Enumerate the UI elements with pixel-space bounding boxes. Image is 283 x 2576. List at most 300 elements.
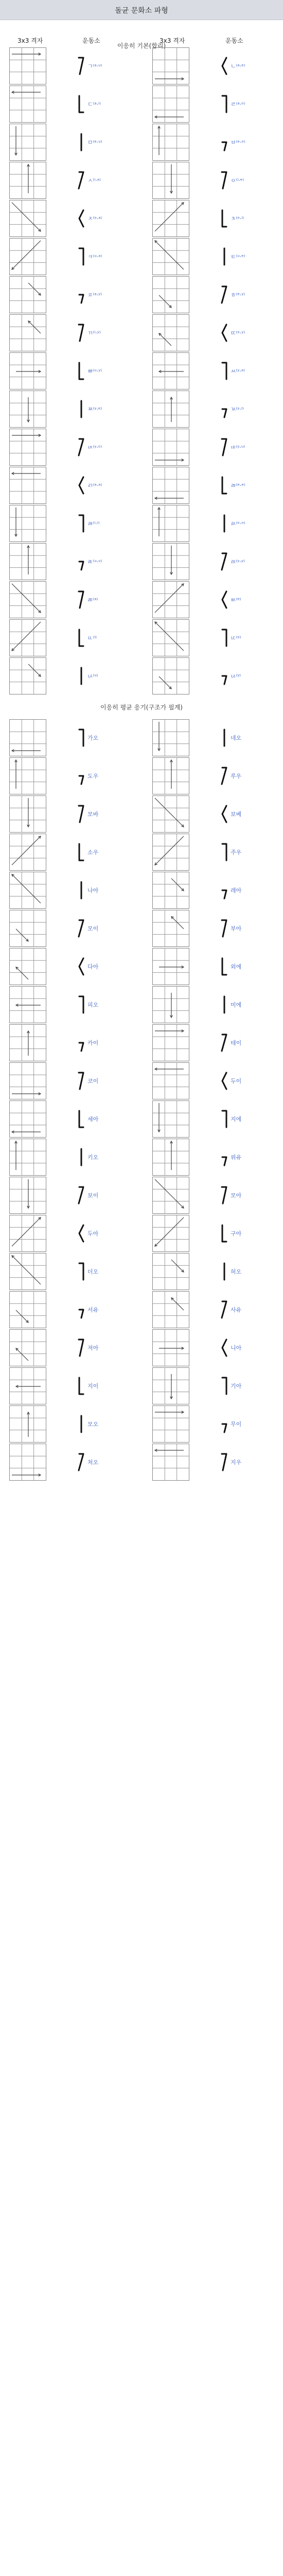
symbol-label: ㅦ⁽ᵒ⁾ <box>231 635 241 641</box>
stroke-grid-right <box>152 314 189 351</box>
glyph-stroke <box>222 806 226 822</box>
symbol-label: 레아 <box>231 887 242 894</box>
glyph-stroke <box>79 58 83 74</box>
column-header-grid-left: 3x3 격자 <box>17 37 43 44</box>
symbol-label: 주우 <box>231 849 242 856</box>
stroke-grid-left-drawing <box>10 124 46 160</box>
symbol-left-glyph-icon <box>77 1452 85 1472</box>
stroke-grid-left <box>9 1062 46 1099</box>
stroke-grid-left-drawing <box>10 1406 46 1442</box>
stroke-grid-left <box>9 1405 46 1443</box>
symbol-label: 지이 <box>87 1383 99 1389</box>
symbol-left-glyph-icon <box>77 994 85 1015</box>
glyph-stroke <box>79 325 83 341</box>
symbol-right <box>220 662 249 690</box>
symbol-left-glyph-icon <box>77 1109 85 1129</box>
glyph-stroke <box>222 96 226 112</box>
symbol-left-glyph-icon <box>77 842 85 862</box>
stroke-grid-right <box>152 1253 189 1290</box>
stroke-grid-right-drawing <box>153 48 189 84</box>
stroke-grid-right <box>152 467 189 504</box>
stroke-grid-right-drawing <box>153 987 189 1023</box>
symbol-label: 두아 <box>87 1230 99 1237</box>
symbol-right-glyph-icon <box>220 994 228 1015</box>
symbol-label: 지우 <box>231 1459 242 1466</box>
stroke-grid-right <box>152 657 189 694</box>
glyph-stroke <box>79 630 83 646</box>
symbol-right <box>220 318 249 347</box>
stroke-grid-left-drawing <box>10 1330 46 1366</box>
stroke-arrow-line <box>12 836 41 865</box>
stroke-grid-left <box>9 238 46 275</box>
stroke-grid-right-drawing <box>153 467 189 503</box>
symbol-left-glyph-icon <box>77 804 85 824</box>
symbol-right-glyph-icon <box>220 1299 228 1320</box>
stroke-grid-left <box>9 1291 46 1328</box>
stroke-grid-right <box>152 47 189 84</box>
symbol-right-glyph-icon <box>220 132 228 152</box>
stroke-arrow-line <box>171 917 184 929</box>
symbol-right <box>220 395 249 423</box>
symbol-left-glyph-icon <box>77 475 85 496</box>
glyph-stroke <box>222 1424 226 1432</box>
glyph-stroke <box>79 477 83 494</box>
stroke-arrow-line <box>155 1179 184 1208</box>
glyph-stroke <box>222 890 226 899</box>
stroke-grid-right-drawing <box>153 544 189 580</box>
symbol-right <box>220 242 249 271</box>
glyph-stroke <box>79 1378 83 1394</box>
stroke-grid-right <box>152 619 189 656</box>
symbol-label: 사유 <box>231 1307 242 1313</box>
stroke-grid-right-drawing <box>153 1292 189 1328</box>
stroke-grid-left-drawing <box>10 658 46 694</box>
glyph-stroke <box>79 1263 83 1280</box>
symbol-label: 두이 <box>231 1078 242 1084</box>
glyph-stroke <box>222 630 226 646</box>
symbol-right-glyph-icon <box>220 323 228 343</box>
stroke-grid-right-drawing <box>153 277 189 313</box>
stroke-grid-left <box>9 910 46 947</box>
stroke-grid-right-drawing <box>153 1177 189 1213</box>
symbol-left-glyph-icon <box>77 766 85 786</box>
symbol-left-glyph-icon <box>77 361 85 381</box>
symbol-left-glyph-icon <box>77 1032 85 1053</box>
symbol-label: ㄻ⁽ᵉ·ᵉ⁾ <box>231 482 245 489</box>
stroke-grid-right-drawing <box>153 1253 189 1290</box>
stroke-arrow-line <box>28 664 41 676</box>
stroke-grid-right <box>152 1139 189 1176</box>
symbol-label: 지에 <box>231 1116 242 1123</box>
stroke-arrow-line <box>155 584 184 613</box>
stroke-grid-right <box>152 581 189 618</box>
symbol-left-glyph-icon <box>77 284 85 305</box>
stroke-grid-right <box>152 238 189 275</box>
glyph-stroke <box>222 1340 226 1356</box>
glyph-stroke <box>79 439 83 455</box>
stroke-grid-left <box>9 505 46 542</box>
symbol-label: 허오 <box>231 1268 242 1275</box>
stroke-grid-left <box>9 1139 46 1176</box>
symbol-left <box>77 242 106 271</box>
symbol-label: 서유 <box>87 1307 99 1313</box>
symbol-right-glyph-icon <box>220 1185 228 1206</box>
symbol-left <box>77 761 106 790</box>
glyph-stroke <box>222 210 226 227</box>
symbol-label: 코이 <box>87 1078 99 1084</box>
symbol-left-glyph-icon <box>77 1414 85 1434</box>
symbol-label: ㄼ⁽ⁱ·ⁱ⁾ <box>87 520 100 527</box>
symbol-right <box>220 280 249 309</box>
stroke-grid-right-drawing <box>153 239 189 275</box>
glyph-stroke <box>79 1043 83 1051</box>
symbol-left-glyph-icon <box>77 1299 85 1320</box>
symbol-left-glyph-icon <box>77 132 85 152</box>
stroke-arrow-line <box>16 967 28 979</box>
glyph-stroke <box>79 562 83 570</box>
symbol-right <box>220 166 249 195</box>
symbol-label: 부아 <box>231 925 242 932</box>
symbol-left <box>77 1333 106 1362</box>
symbol-label: 보베 <box>231 811 242 818</box>
symbol-label: ㄸ⁽ᵒ·ʸ⁾ <box>231 330 245 336</box>
symbol-right <box>220 1105 249 1133</box>
stroke-grid-right-drawing <box>153 1368 189 1404</box>
symbol-left <box>77 52 106 80</box>
symbol-left <box>77 952 106 981</box>
symbol-right <box>220 1066 249 1095</box>
symbol-left-glyph-icon <box>77 56 85 76</box>
stroke-grid-left-drawing <box>10 315 46 351</box>
symbol-label: ㄹ⁽ᵃ·ᵒ⁾ <box>231 101 245 108</box>
symbol-left <box>77 128 106 157</box>
stroke-grid-right-drawing <box>153 796 189 832</box>
stroke-grid-right-drawing <box>153 720 189 756</box>
symbol-left-glyph-icon <box>77 1223 85 1244</box>
symbol-label: 네오 <box>231 735 242 741</box>
symbol-right-glyph-icon <box>220 918 228 939</box>
stroke-grid-left-drawing <box>10 162 46 198</box>
stroke-grid-right-drawing <box>153 391 189 427</box>
glyph-stroke <box>79 1454 83 1470</box>
glyph-stroke <box>222 477 226 494</box>
stroke-grid-left-drawing <box>10 910 46 946</box>
stroke-grid-right-drawing <box>153 1330 189 1366</box>
glyph-stroke <box>222 409 226 417</box>
stroke-grid-right <box>152 795 189 833</box>
symbol-left <box>77 357 106 385</box>
stroke-grid-left-drawing <box>10 429 46 465</box>
symbol-label: ㅁ⁽ᵉ·ᵘ⁾ <box>87 139 102 146</box>
symbol-label: ㅇ⁽ⁱ·ᵉ⁾ <box>231 177 244 184</box>
symbol-right-glyph-icon <box>220 513 228 534</box>
symbol-label: ㄳ⁽ʸ·ⁱ⁾ <box>231 406 244 413</box>
glyph-stroke <box>222 1454 226 1470</box>
symbol-right <box>220 1028 249 1057</box>
symbol-label: ㅍ⁽ᵃ·ʸ⁾ <box>87 292 102 298</box>
symbol-label: ㄱ⁽ᵃ·ᵘ⁾ <box>87 63 102 70</box>
symbol-left <box>77 166 106 195</box>
glyph-stroke <box>79 1225 83 1242</box>
symbol-label: ㅎ⁽ᵉ·ʸ⁾ <box>231 292 245 298</box>
glyph-stroke <box>222 920 226 937</box>
stroke-grid-right <box>152 86 189 123</box>
symbol-right-glyph-icon <box>220 1261 228 1282</box>
stroke-grid-left <box>9 719 46 756</box>
stroke-grid-right-drawing <box>153 505 189 541</box>
stroke-grid-left <box>9 200 46 237</box>
stroke-grid-left-drawing <box>10 987 46 1023</box>
stroke-grid-left-drawing <box>10 505 46 541</box>
symbol-label: ㅨ⁽ʸ⁾ <box>231 673 241 680</box>
symbol-label: 나아 <box>87 887 99 894</box>
stroke-arrow-line <box>16 1310 28 1323</box>
glyph-stroke <box>79 96 83 112</box>
stroke-grid-right-drawing <box>153 758 189 794</box>
symbol-right-glyph-icon <box>220 170 228 191</box>
glyph-stroke <box>79 776 83 784</box>
symbol-left-glyph-icon <box>77 323 85 343</box>
symbol-left <box>77 838 106 867</box>
symbol-left <box>77 395 106 423</box>
stroke-grid-left-drawing <box>10 1253 46 1290</box>
stroke-grid-right <box>152 352 189 389</box>
stroke-grid-right-drawing <box>153 582 189 618</box>
symbol-left <box>77 1257 106 1286</box>
stroke-grid-left <box>9 1100 46 1138</box>
stroke-grid-left-drawing <box>10 239 46 275</box>
stroke-grid-left-drawing <box>10 467 46 503</box>
symbol-label: 저아 <box>87 1345 99 1351</box>
stroke-grid-left-drawing <box>10 1101 46 1137</box>
stroke-grid-left-drawing <box>10 1368 46 1404</box>
symbol-right <box>220 1333 249 1362</box>
symbol-left <box>77 1371 106 1400</box>
symbol-left <box>77 723 106 752</box>
stroke-grid-right-drawing <box>153 1406 189 1442</box>
symbol-left-glyph-icon <box>77 246 85 267</box>
symbol-right <box>220 1143 249 1172</box>
glyph-stroke <box>79 248 83 265</box>
stroke-grid-left <box>9 1253 46 1290</box>
symbol-left-glyph-icon <box>77 727 85 748</box>
symbol-right-glyph-icon <box>220 804 228 824</box>
column-header-symbol-left: 운동소 <box>82 37 100 44</box>
stroke-arrow-line <box>155 241 184 269</box>
symbol-right <box>220 1181 249 1210</box>
header-bar <box>0 0 283 20</box>
stroke-grid-left <box>9 429 46 466</box>
symbol-right <box>220 838 249 867</box>
stroke-grid-right-drawing <box>153 315 189 351</box>
stroke-grid-right <box>152 1444 189 1481</box>
glyph-stroke <box>222 1111 226 1127</box>
symbol-label: ㄽ⁽ᵒ·ᵒ⁾ <box>231 520 245 527</box>
stroke-grid-right-drawing <box>153 1063 189 1099</box>
glyph-stroke <box>222 1035 226 1051</box>
symbol-left-glyph-icon <box>77 437 85 457</box>
symbol-left-glyph-icon <box>77 880 85 901</box>
symbol-right <box>220 433 249 462</box>
stroke-grid-right <box>152 276 189 313</box>
stroke-grid-right <box>152 1405 189 1443</box>
glyph-stroke <box>79 806 83 822</box>
glyph-stroke <box>79 920 83 937</box>
stroke-grid-left-drawing <box>10 720 46 756</box>
glyph-stroke <box>222 676 226 684</box>
symbol-left-glyph-icon <box>77 918 85 939</box>
column-header-grid-right: 3x3 격자 <box>160 37 185 44</box>
symbol-left <box>77 318 106 347</box>
stroke-grid-right-drawing <box>153 200 189 236</box>
symbol-right-glyph-icon <box>220 1452 228 1472</box>
stroke-grid-right-drawing <box>153 162 189 198</box>
symbol-label: ㄷ⁽ᵃ·ⁱ⁾ <box>87 101 101 108</box>
stroke-grid-left <box>9 47 46 84</box>
symbol-label: 구아 <box>231 1230 242 1237</box>
stroke-grid-left <box>9 872 46 909</box>
glyph-stroke <box>79 1340 83 1356</box>
symbol-label: 테이 <box>231 1040 242 1046</box>
stroke-grid-left <box>9 352 46 389</box>
stroke-grid-left <box>9 391 46 428</box>
symbol-left-glyph-icon <box>77 1147 85 1167</box>
stroke-grid-left <box>9 314 46 351</box>
symbol-label: ㅋ⁽ᵘ·ᵃ⁾ <box>87 253 102 260</box>
glyph-stroke <box>79 996 83 1013</box>
stroke-arrow-line <box>155 1217 184 1246</box>
symbol-right <box>220 761 249 790</box>
stroke-grid-right <box>152 910 189 947</box>
stroke-grid-right-drawing <box>153 1101 189 1137</box>
symbol-left <box>77 547 106 576</box>
symbol-left <box>77 1028 106 1057</box>
glyph-stroke <box>79 730 83 746</box>
glyph-stroke <box>222 1301 226 1318</box>
symbol-label: 세아 <box>87 1116 99 1123</box>
glyph-stroke <box>79 363 83 379</box>
stroke-arrow-line <box>171 1298 184 1310</box>
stroke-grid-right <box>152 1329 189 1366</box>
stroke-grid-right-drawing <box>153 658 189 694</box>
symbol-right <box>220 1448 249 1477</box>
symbol-left-glyph-icon <box>77 94 85 114</box>
symbol-label: ㅀ⁽ᵃ⁾ <box>87 597 98 603</box>
stroke-arrow-line <box>12 241 41 269</box>
symbol-right <box>220 914 249 943</box>
stroke-arrow-line <box>171 1260 184 1272</box>
stroke-grid-left <box>9 1367 46 1404</box>
glyph-stroke <box>222 1225 226 1242</box>
symbol-label: 위유 <box>231 1154 242 1161</box>
symbol-left-glyph-icon <box>77 666 85 686</box>
symbol-left <box>77 1410 106 1438</box>
symbol-right-glyph-icon <box>220 284 228 305</box>
stroke-grid-left <box>9 581 46 618</box>
stroke-grid-left <box>9 619 46 656</box>
stroke-arrow-line <box>171 878 184 891</box>
symbol-right-glyph-icon <box>220 399 228 419</box>
symbol-right <box>220 990 249 1019</box>
symbol-right <box>220 723 249 752</box>
symbol-right-glyph-icon <box>220 1032 228 1053</box>
glyph-stroke <box>79 958 83 975</box>
symbol-label: ㅥ⁽ⁱ⁾ <box>87 635 97 641</box>
symbol-right-glyph-icon <box>220 1147 228 1167</box>
stroke-arrow-line <box>12 584 41 613</box>
symbol-label: ㅄ⁽ᵉ⁾ <box>231 597 241 603</box>
symbol-right-glyph-icon <box>220 551 228 572</box>
symbol-left-glyph-icon <box>77 551 85 572</box>
stroke-grid-right <box>152 986 189 1023</box>
stroke-arrow-line <box>12 1256 41 1284</box>
symbol-right-glyph-icon <box>220 766 228 786</box>
stroke-grid-left <box>9 1177 46 1214</box>
stroke-arrow-line <box>155 798 184 827</box>
stroke-grid-left <box>9 1329 46 1366</box>
symbol-right <box>220 1410 249 1438</box>
symbol-right <box>220 547 249 576</box>
symbol-right <box>220 800 249 828</box>
symbol-label: 모바 <box>87 811 99 818</box>
symbol-label: 도우 <box>87 773 99 779</box>
glyph-stroke <box>79 1187 83 1204</box>
stroke-grid-left <box>9 276 46 313</box>
symbol-left <box>77 662 106 690</box>
symbol-left-glyph-icon <box>77 628 85 648</box>
glyph-stroke <box>222 58 226 74</box>
symbol-left-glyph-icon <box>77 170 85 191</box>
glyph-stroke <box>222 172 226 189</box>
symbol-label: 니아 <box>231 1345 242 1351</box>
symbol-right-glyph-icon <box>220 727 228 748</box>
stroke-grid-left-drawing <box>10 353 46 389</box>
stroke-grid-right <box>152 1367 189 1404</box>
stroke-grid-left <box>9 986 46 1023</box>
stroke-grid-left-drawing <box>10 1063 46 1099</box>
stroke-grid-left <box>9 124 46 161</box>
stroke-grid-right-drawing <box>153 1025 189 1061</box>
glyph-stroke <box>222 1187 226 1204</box>
stroke-arrow-line <box>16 1348 28 1361</box>
symbol-left <box>77 1448 106 1477</box>
symbol-right-glyph-icon <box>220 361 228 381</box>
symbol-label: 카이 <box>87 1040 99 1046</box>
symbol-right <box>220 1371 249 1400</box>
stroke-grid-right <box>152 429 189 466</box>
glyph-stroke <box>222 363 226 379</box>
symbol-left-glyph-icon <box>77 1185 85 1206</box>
symbol-right <box>220 585 249 614</box>
symbol-right-glyph-icon <box>220 880 228 901</box>
symbol-label: ㅆ⁽ʸ·ᵃ⁾ <box>231 368 245 375</box>
stroke-arrow-line <box>12 874 41 903</box>
symbol-left <box>77 204 106 233</box>
glyph-stroke <box>222 439 226 455</box>
symbol-label: 미에 <box>231 1002 242 1008</box>
symbol-label: ㅧ⁽ᵘ⁾ <box>87 673 98 680</box>
stroke-grid-right <box>152 200 189 237</box>
stroke-grid-left <box>9 657 46 694</box>
stroke-grid-right-drawing <box>153 872 189 908</box>
symbol-right <box>220 1295 249 1324</box>
symbol-right <box>220 90 249 118</box>
stroke-grid-left-drawing <box>10 1215 46 1251</box>
stroke-grid-right <box>152 719 189 756</box>
symbol-label: 보이 <box>87 1192 99 1199</box>
stroke-grid-right <box>152 1100 189 1138</box>
glyph-stroke <box>79 1073 83 1089</box>
